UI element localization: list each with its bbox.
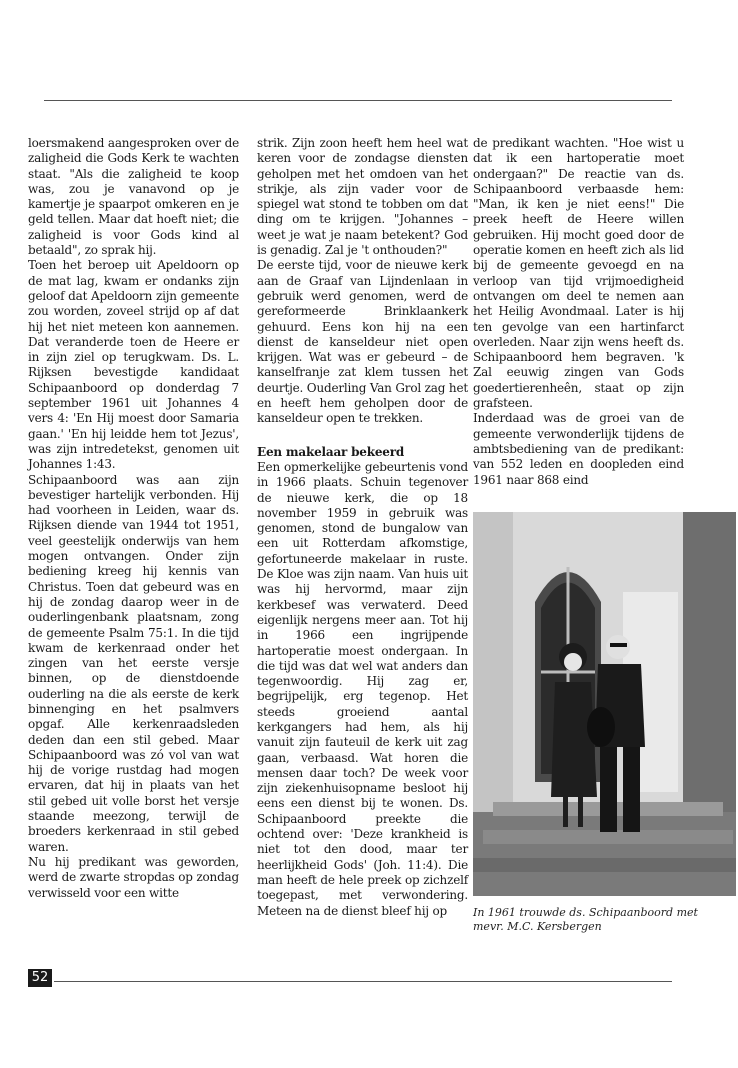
- paragraph: strik. Zijn zoon heeft hem heel wat keren voor de zondagse diensten geholpen met het omdoen van het strikje, als zijn vader voor de spiegel wat stond te tobben om dat ding om te krijgen. "Johannes – weet je wat je naam betekent? God is genadig. Zal je 't onthouden?": [257, 136, 468, 258]
- section-heading: Een makelaar bekeerd: [257, 444, 405, 459]
- paragraph: Inderdaad was de groei van de gemeente verwonderlijk tijdens de ambtsbediening van de predikant: van 552 leden en doopleden eind 1961 naar 868 eind: [473, 411, 684, 487]
- paragraph: loersmakend aangesproken over de zaligheid die Gods Kerk te wachten staat. "Als die zaligheid te koop was, zou je vanavond op je kamertje je spaarpot omkeren en je geld tellen. Maar dat hoeft niet; die zaligheid is voor Gods kind al betaald", zo sprak hij.: [28, 136, 239, 258]
- paragraph: De eerste tijd, voor de nieuwe kerk aan de Graaf van Lijndenlaan in gebruik werd genomen, werd de gereformeerde Brinklaankerk gehuurd. Eens kon hij na een dienst de kanseldeur niet open krijgen. Wat was er gebeurd – de kanselfranje zat klem tussen het deurtje. Ouderling Van Grol zag het en heeft hem geholpen door de kanseldeur open te trekken.: [257, 258, 468, 426]
- text-column-2: [257, 136, 468, 919]
- wedding-photo-illustration: [473, 512, 736, 896]
- text-column-3: [473, 136, 684, 488]
- page-number: 52: [28, 969, 52, 987]
- bottom-rule: [54, 981, 672, 982]
- top-rule: [44, 100, 672, 101]
- paragraph: Een opmerkelijke gebeurtenis vond in 1966 plaats. Schuin tegenover de nieuwe kerk, die op 18 november 1959 in gebruik was genomen, stond de bungalow van een uit Rotterdam afkomstige, gefortuneerde makelaar in ruste. De Kloe was zijn naam. Van huis uit was hij hervormd, maar zijn kerkbesef was verwaterd. Deed eigenlijk nergens meer aan. Tot hij in 1966 een ingrijpende hartoperatie moest ondergaan. In die tijd was dat wel wat anders dan tegenwoordig. Hij zag er, begrijpelijk, erg tegenop. Het steeds groeiend aantal kerkgangers had hem, als hij vanuit zijn fauteuil de kerk uit zag gaan, verbaasd. Wat horen die mensen daar toch? De week voor zijn ziekenhuisopname besloot hij eens een dienst bij te wonen. Ds. Schipaanboord preekte die ochtend over: 'Deze krankheid is niet tot den dood, maar ter heerlijkheid Gods' (Joh. 11:4). Die man heeft de hele preek op zichzelf toegepast, met verwondering. Meteen na de dienst bleef hij op: [257, 459, 468, 918]
- text-column-1: [28, 136, 239, 901]
- paragraph: Toen het beroep uit Apeldoorn op de mat lag, kwam er ondanks zijn geloof dat Apeldoorn zijn gemeente zou worden, zoveel strijd op af dat hij het niet meteen kon aannemen. Dat veranderde toen de Heere er in zijn ziel op terugkwam. Ds. L. Rijksen bevestigde kandidaat Schipaanboord op donderdag 7 september 1961 uit Johannes 4 vers 4: 'En Hij moest door Samaria gaan.' 'En hij leidde hem tot Jezus', was zijn intredetekst, genomen uit Johannes 1:43.: [28, 258, 239, 472]
- wedding-photo: [473, 512, 736, 896]
- photo-caption: In 1961 trouwde ds. Schipaanboord met mevr. M.C. Kersbergen: [473, 906, 698, 933]
- paragraph: Nu hij predikant was geworden, werd de zwarte stropdas op zondag verwisseld voor een witte: [28, 854, 239, 900]
- paragraph: de predikant wachten. "Hoe wist u dat ik een hartoperatie moet ondergaan?" De reactie van ds. Schipaanboord verbaasde hem: "Man, ik ken je niet eens!" Die preek heeft de Heere willen gebruiken. Hij mocht goed door de operatie komen en heeft zich als lid bij de gemeente gevoegd en na verloop van tijd vrijmoedigheid ontvangen om deel te nemen aan het Heilig Avondmaal. Later is hij ten gevolge van een hartinfarct overleden. Naar zijn wens heeft ds. Schipaanboord hem begraven. 'k Zal eeuwig zingen van Gods goedertierenheên, staat op zijn grafsteen.: [473, 136, 684, 411]
- paragraph: Schipaanboord was aan zijn bevestiger hartelijk verbonden. Hij had voorheen in Leiden, waar ds. Rijksen diende van 1944 tot 1951, veel geestelijk onderwijs van hem mogen ontvangen. Onder zijn bediening kreeg hij kennis van Christus. Toen dat gebeurd was en hij de zondag daarop weer in de ouderlingenbank plaatsnam, zong de gemeente Psalm 75:1. In die tijd kwam de kerkenraad onder het zingen van het eerste versje binnen, op de dienstdoende ouderling na die als eerste de kerk binnenging en het psalmvers opgaf. Alle kerkenraadsleden deden dan een stil gebed. Maar Schipaanboord was zó vol van wat hij de vorige rustdag had mogen ervaren, dat hij in plaats van het stil gebed uit volle borst het versje staande meezong, terwijl de broeders kerkenraad in stil gebed waren.: [28, 472, 239, 854]
